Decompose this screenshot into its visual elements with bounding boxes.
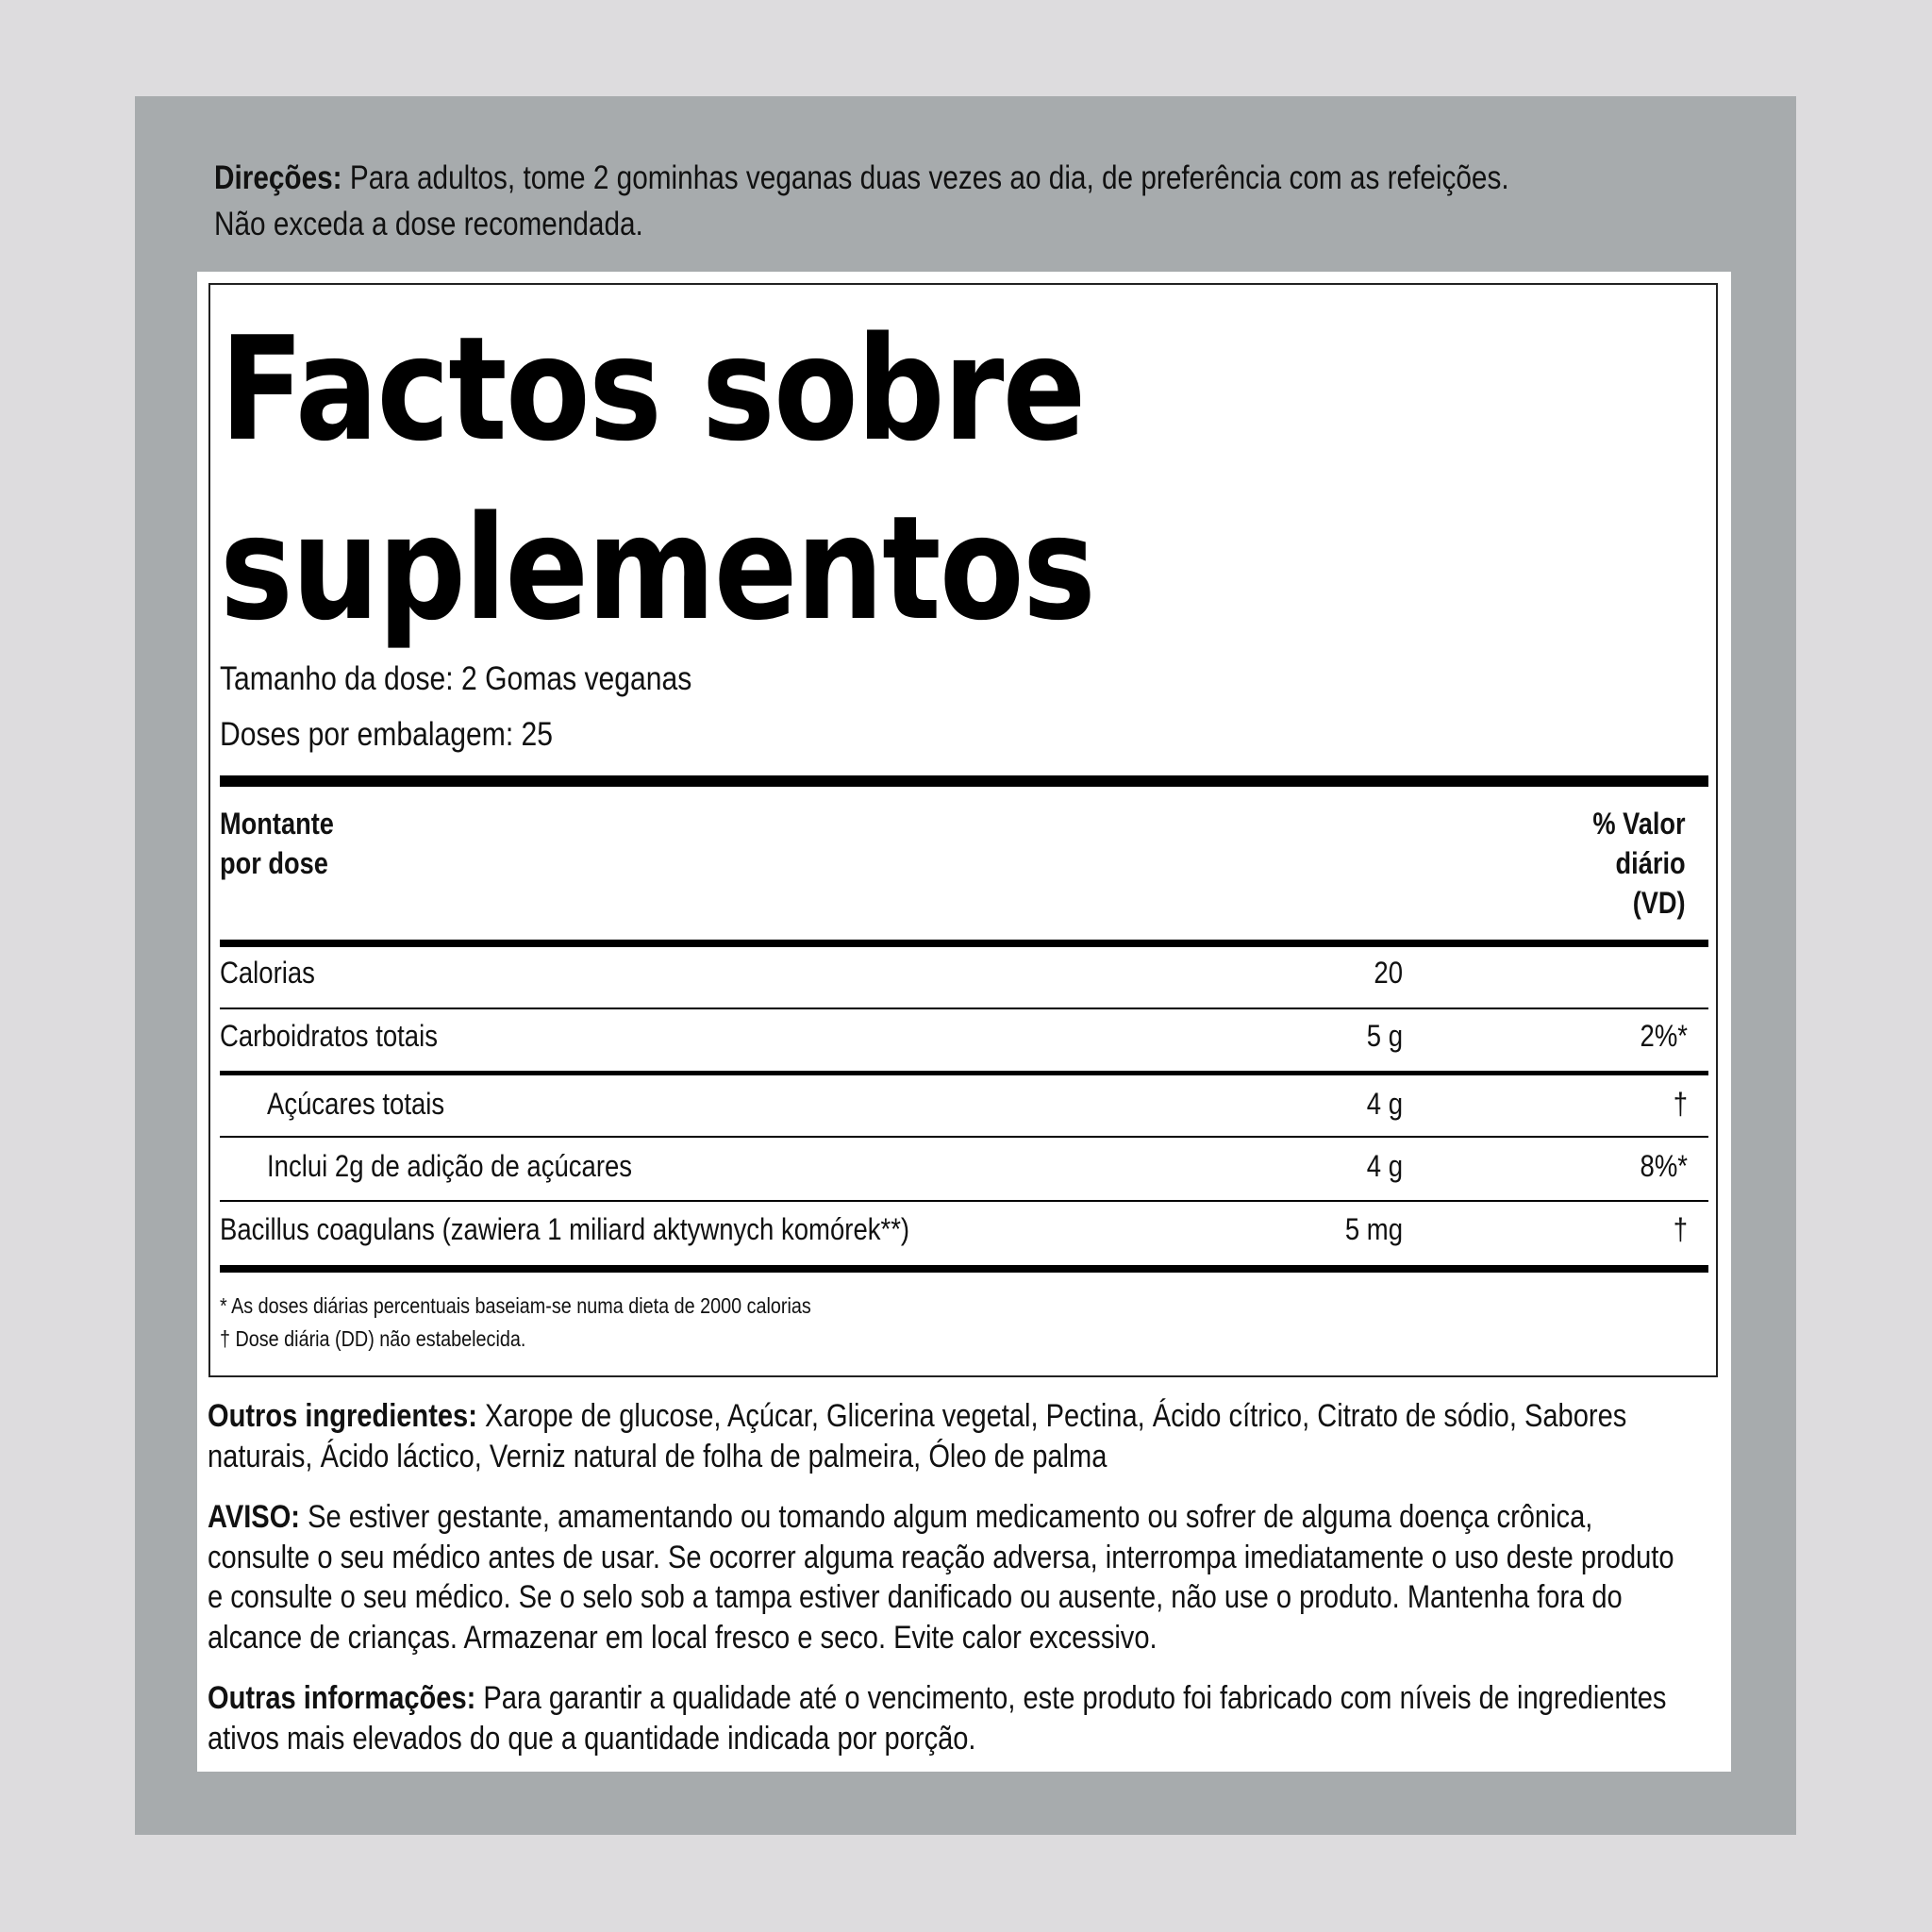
header-dv	[1593, 804, 1686, 923]
row-dv-added-sugars: 8%*	[1640, 1149, 1688, 1183]
row-name-bacillus-coagulans: Bacillus coagulans (zawiera 1 miliard aktywnych komórek**)	[220, 1212, 910, 1246]
label-panel	[135, 96, 1796, 1835]
header-dv-line1: % Valor	[1592, 807, 1686, 841]
row-name-calories: Calorias	[220, 956, 315, 990]
other-ingredients-line1: Xarope de glucose, Açúcar, Glicerina vegetal, Pectina, Ácido cítrico, Citrato de sódio, Sabores	[484, 1398, 1627, 1434]
header-amount-line1: Montante	[220, 807, 334, 841]
footnote-daily-value: * As doses diárias percentuais baseiam-se numa dieta de 2000 calorias	[220, 1293, 811, 1318]
footnote-not-established: † Dose diária (DD) não estabelecida.	[220, 1326, 526, 1351]
row-dv-total-sugars: †	[1673, 1087, 1688, 1121]
thin-rule	[220, 1200, 1708, 1202]
directions-line2: Não exceda a dose recomendada.	[214, 206, 643, 242]
warning	[208, 1497, 1740, 1657]
medium-rule	[220, 1071, 1708, 1075]
other-information-line2: ativos mais elevados do que a quantidade indicada por porção.	[208, 1720, 976, 1757]
warning-label: AVISO:	[208, 1499, 300, 1535]
row-amount-total-sugars: 4 g	[1366, 1087, 1403, 1121]
row-dv-carbohydrates: 2%*	[1640, 1019, 1688, 1053]
thin-rule	[220, 1136, 1708, 1138]
thin-rule	[220, 1008, 1708, 1009]
row-amount-bacillus-coagulans: 5 mg	[1344, 1212, 1403, 1246]
other-information	[208, 1678, 1740, 1758]
facts-title	[220, 300, 1094, 658]
directions-text	[214, 155, 1738, 247]
other-ingredients-label: Outros ingredientes:	[208, 1398, 477, 1434]
row-name-carbohydrates: Carboidratos totais	[220, 1019, 438, 1053]
row-amount-calories: 20	[1374, 956, 1403, 990]
other-ingredients-line2: naturais, Ácido láctico, Verniz natural de folha de palmeira, Óleo de palma	[208, 1438, 1108, 1474]
header-amount-line2: por dose	[220, 846, 328, 880]
title-line1: Factos sobre	[220, 306, 1085, 473]
row-dv-bacillus-coagulans: †	[1673, 1212, 1688, 1246]
row-amount-added-sugars: 4 g	[1366, 1149, 1403, 1183]
warning-line3: e consulte o seu médico. Se o selo sob a tampa estiver danificado ou ausente, não use o produto. Mantenha fora do	[208, 1579, 1623, 1615]
row-amount-carbohydrates: 5 g	[1366, 1019, 1403, 1053]
directions-label: Direções:	[214, 159, 342, 196]
label-content	[197, 272, 1731, 1772]
supplement-facts-box	[208, 283, 1718, 1377]
warning-line2: consulte o seu médico antes de usar. Se ocorrer alguma reação adversa, interrompa imediatamente o uso deste produto	[208, 1539, 1674, 1575]
title-line2: suplementos	[220, 485, 1095, 652]
other-ingredients	[208, 1396, 1740, 1476]
directions-line1: Para adultos, tome 2 gominhas veganas duas vezes ao dia, de preferência com as refeições.	[349, 159, 1509, 196]
warning-line1: Se estiver gestante, amamentando ou tomando algum medicamento ou sofrer de alguma doença crônica,	[308, 1499, 1593, 1535]
thick-rule-bottom	[220, 1265, 1708, 1273]
thick-rule-header	[220, 940, 1708, 947]
header-dv-line2: diário	[1615, 846, 1686, 880]
header-amount	[220, 804, 334, 883]
thick-rule-top	[220, 775, 1708, 787]
serving-size: Tamanho da dose: 2 Gomas veganas	[220, 660, 692, 697]
header-dv-line3: (VD)	[1633, 886, 1686, 920]
row-name-added-sugars: Inclui 2g de adição de açúcares	[267, 1149, 633, 1183]
warning-line4: alcance de crianças. Armazenar em local fresco e seco. Evite calor excessivo.	[208, 1619, 1158, 1656]
servings-per-container: Doses por embalagem: 25	[220, 716, 554, 753]
other-information-line1: Para garantir a qualidade até o vencimento, este produto foi fabricado com níveis de ingredientes	[483, 1680, 1667, 1716]
row-name-total-sugars: Açúcares totais	[267, 1087, 445, 1121]
other-information-label: Outras informações:	[208, 1680, 476, 1716]
